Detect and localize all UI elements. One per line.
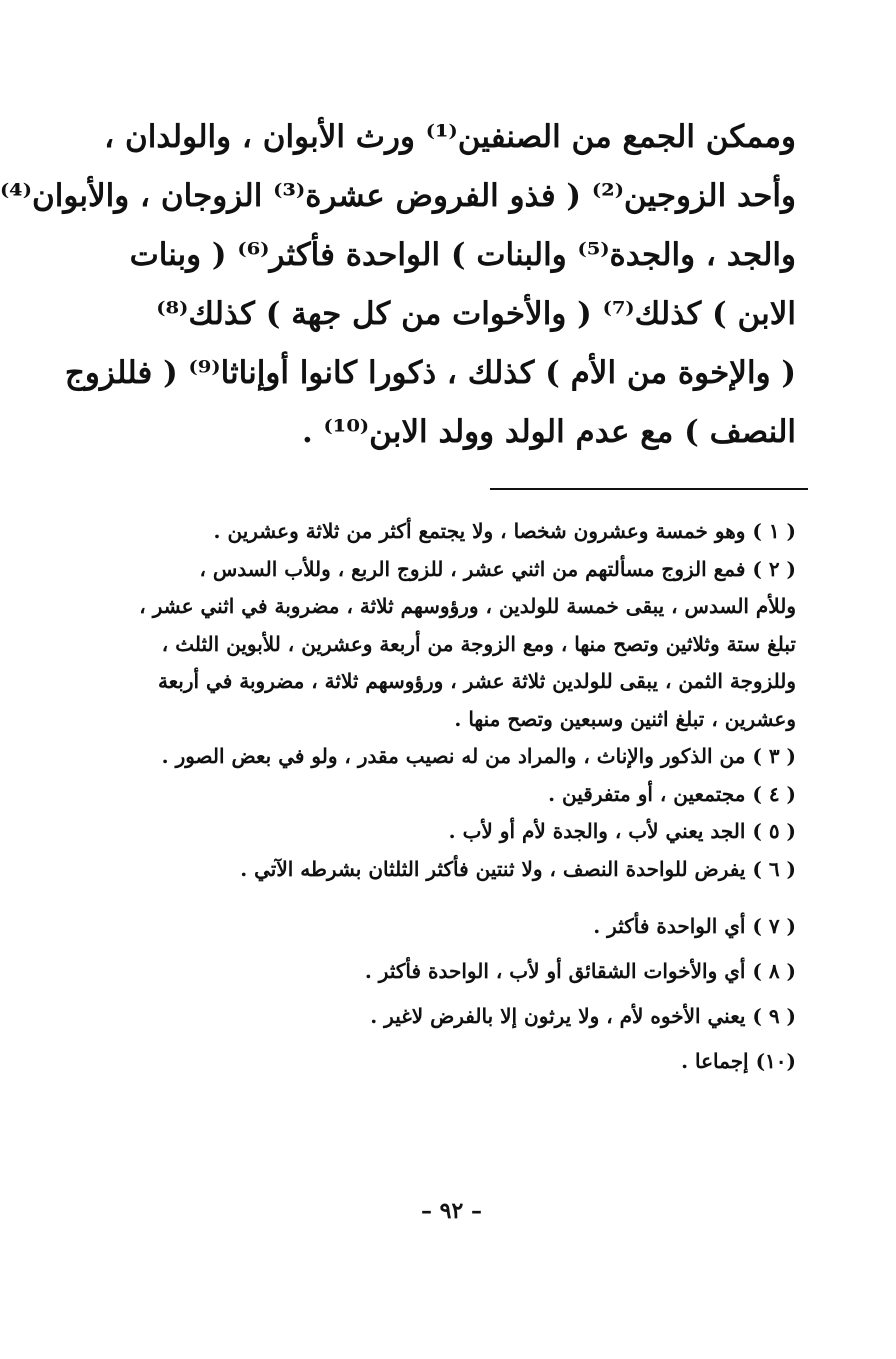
footnote-1: ( ١ ) وهو خمسة وعشرون شخصا ، ولا يجتمع أكثر من ثلاثة وعشرين . (213, 519, 796, 543)
footnote-4: ( ٤ ) مجتمعين ، أو متفرقين . (548, 781, 796, 806)
footnote-8: ( ٨ ) أي والأخوات الشقائق أو لأب ، الواحدة فأكثر . (364, 959, 796, 983)
footnote-separator (490, 488, 808, 490)
main-text-line: ( والإخوة من الأم ) كذلك ، ذكورا كانوا أوإناثا⁽⁹⁾ ( فللزوج (64, 355, 796, 391)
footnote-gap (77, 888, 796, 904)
footnote-3: ( ٣ ) من الذكور والإناث ، والمراد من له نصيب مقدر ، ولو في بعض الصور . (161, 744, 796, 768)
main-text-line: والجد ، والجدة⁽⁵⁾ والبنات ) الواحدة فأكثر⁽⁶⁾ ( وبنات (129, 237, 796, 273)
main-text-line: الابن ) كذلك⁽⁷⁾ ( والأخوات من كل جهة ) كذلك⁽⁸⁾ (156, 296, 796, 332)
main-text-line: وأحد الزوجين⁽²⁾ ( فذو الفروض عشرة⁽³⁾ الزوجان ، والأبوان⁽⁴⁾ (0, 178, 796, 214)
footnote-5: ( ٥ ) الجد يعني لأب ، والجدة لأم أو لأب . (448, 819, 796, 843)
footnote-6: ( ٦ ) يفرض للواحدة النصف ، ولا ثنتين فأكثر الثلثان بشرطه الآتي . (240, 856, 796, 881)
footnote-2-line: وللأم السدس ، يبقى خمسة للولدين ، ورؤوسهم ثلاثة ، مضروبة في اثني عشر ، (139, 594, 796, 618)
footnote-9: ( ٩ ) يعني الأخوه لأم ، ولا يرثون إلا بالفرض لاغير . (370, 1004, 796, 1028)
footnote-2-line: وعشرين ، تبلغ اثنين وسبعين وتصح منها . (454, 706, 796, 731)
main-text-block (0, 108, 796, 462)
footnote-2-line: وللزوجة الثمن ، يبقى للولدين ثلاثة عشر ، ورؤوسهم ثلاثة ، مضروبة في أربعة (157, 669, 796, 693)
footnote-10: (١٠) إجماعا . (681, 1049, 796, 1073)
main-text-line: وممكن الجمع من الصنفين⁽¹⁾ ورث الأبوان ، والولدان ، (104, 119, 796, 155)
main-text-line: النصف ) مع عدم الولد وولد الابن⁽¹⁰⁾ . (301, 414, 796, 450)
footnote-2-line: ( ٢ ) فمع الزوج مسألتهم من اثني عشر ، للزوج الربع ، وللأب السدس ، (199, 556, 796, 581)
footnote-2-line: تبلغ ستة وثلاثين وتصح منها ، ومع الزوجة من أربعة وعشرين ، للأبوين الثلث ، (161, 631, 796, 656)
footnotes-block (77, 513, 796, 1084)
footnote-7: ( ٧ ) أي الواحدة فأكثر . (593, 914, 796, 938)
page-number: – ٩٢ – (421, 1198, 482, 1224)
